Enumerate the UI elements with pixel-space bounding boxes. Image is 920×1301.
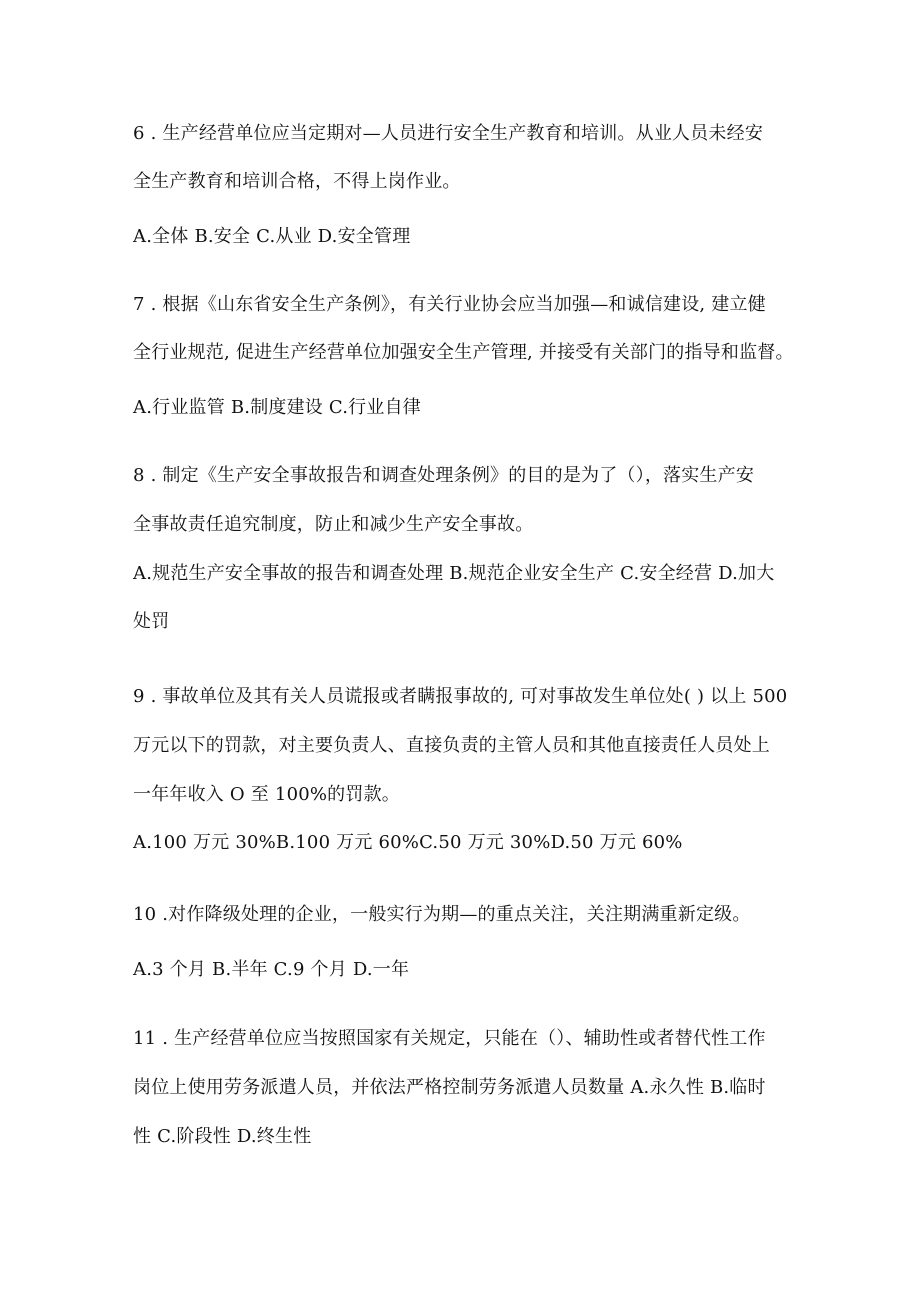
- question-9-stem-line-3: 一年年收入 O 至 100%的罚款。: [133, 784, 400, 805]
- question-8-stem-line-2: 全事故责任追究制度，防止和减少生产安全事故。: [133, 514, 534, 535]
- question-9-options: A.100 万元 30%B.100 万元 60%C.50 万元 30%D.50 万元 60%: [133, 832, 683, 853]
- question-11-stem-line-3: 性 C.阶段性 D.终生性: [133, 1126, 312, 1147]
- question-7-options: A.行业监管 B.制度建设 C.行业自律: [133, 397, 421, 418]
- question-9-stem-line-1: 9 . 事故单位及其有关人员谎报或者瞒报事故的, 可对事故发生单位处( ) 以上 500: [133, 686, 788, 707]
- question-7-stem-line-1: 7 . 根据《山东省安全生产条例》，有关行业协会应当加强—和诚信建设, 建立健: [133, 294, 766, 315]
- question-11-stem-line-1: 11 . 生产经营单位应当按照国家有关规定，只能在（）、辅助性或者替代性工作: [133, 1028, 766, 1049]
- question-6-stem-line-1: 6 . 生产经营单位应当定期对—人员进行安全生产教育和培训。从业人员未经安: [133, 123, 764, 144]
- question-11-stem-line-2: 岗位上使用劳务派遣人员，并依法严格控制劳务派遣人员数量 A.永久性 B.临时: [133, 1077, 766, 1098]
- question-8-options-line-2: 处罚: [133, 611, 170, 632]
- question-10-stem: 10 .对作降级处理的企业，一般实行为期—的重点关注，关注期满重新定级。: [133, 904, 751, 925]
- question-6-options: A.全体 B.安全 C.从业 D.安全管理: [133, 226, 411, 247]
- question-7-stem-line-2: 全行业规范, 促进生产经营单位加强安全生产管理, 并接受有关部门的指导和监督。: [133, 342, 794, 363]
- question-9-stem-line-2: 万元以下的罚款，对主要负责人、直接负责的主管人员和其他直接责任人员处上: [133, 735, 770, 756]
- question-6-stem-line-2: 全生产教育和培训合格，不得上岗作业。: [133, 171, 461, 192]
- question-8-stem-line-1: 8 . 制定《生产安全事故报告和调查处理条例》的目的是为了（），落实生产安: [133, 465, 755, 486]
- question-8-options-line-1: A.规范生产安全事故的报告和调查处理 B.规范企业安全生产 C.安全经营 D.加大: [133, 563, 775, 584]
- question-10-options: A.3 个月 B.半年 C.9 个月 D.一年: [133, 959, 410, 980]
